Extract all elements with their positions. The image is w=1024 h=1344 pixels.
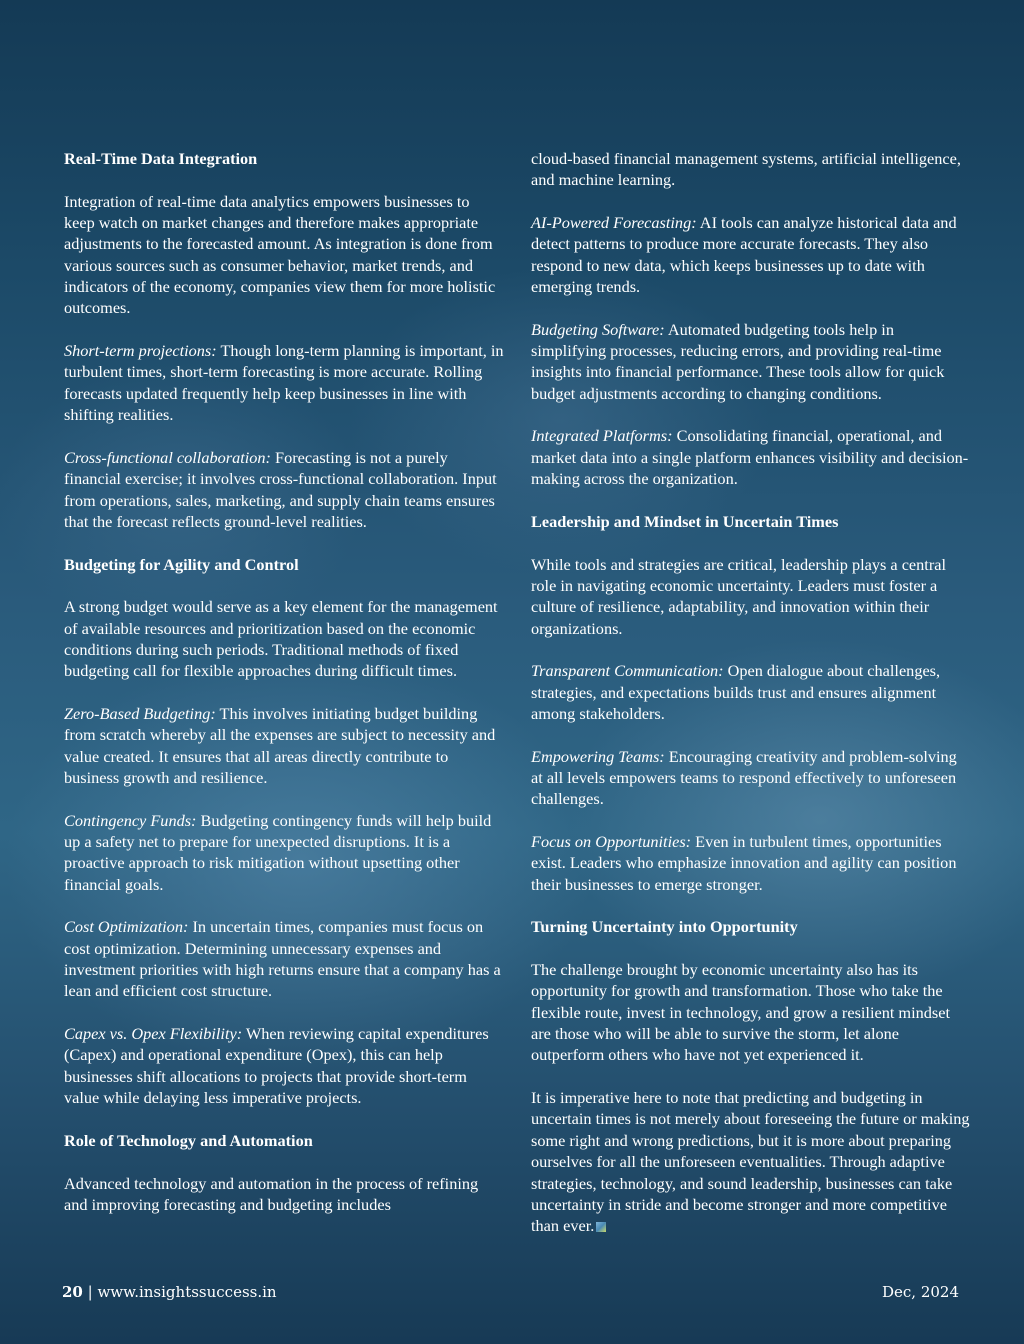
paragraph-capex-opex [64,1023,504,1108]
website-link[interactable]: www.insightssuccess.in [97,1283,277,1301]
article-end-icon [596,1222,606,1232]
paragraph-focus-opportunities [531,831,971,895]
heading-technology: Role of Technology and Automation [64,1130,313,1150]
lead-contingency: Contingency Funds: [64,810,197,830]
text-conclusion: It is imperative here to note that predicting and budgeting in uncertain times is not merely about foreseeing the future or making some right and wrong predictions, but it is more about preparing ourselves for all the unforeseen eventualities. Through adaptive strategies, technology, and sound leadership, businesses can take uncertainty in stride and become stronger and more competitive than ever. [531,1088,970,1236]
lead-cross-functional: Cross-functional collaboration: [64,447,271,467]
lead-zero-based: Zero-Based Budgeting: [64,703,216,723]
heading-realtime-data: Real-Time Data Integration [64,149,258,168]
paragraph-budgeting-software [531,319,971,404]
footer-left [62,1282,277,1302]
paragraph-realtime-data: Integration of real-time data analytics empowers businesses to keep watch on market changes and therefore makes appropriate adjustments to the forecasted amount. As integration is done from various sources such as consumer behavior, market trends, and indicators of the economy, companies view them for more holistic outcomes. [64,191,496,318]
text-short-term: Though long-term planning is important, in turbulent times, short-term forecasting is more accurate. Rolling forecasts updated frequently help keep businesses in line with shifting realities. [64,341,504,425]
paragraph-ai-forecasting [531,212,971,297]
page-number: 20 [62,1283,83,1301]
paragraph-technology: Advanced technology and automation in the process of refining and improving forecasting and budgeting includes [64,1173,479,1214]
paragraph-contingency [64,810,504,895]
heading-turning-uncertainty: Turning Uncertainty into Opportunity [531,917,798,937]
lead-capex-opex: Capex vs. Opex Flexibility: [64,1024,243,1044]
paragraph-transparent-communication [531,660,971,724]
lead-empowering-teams: Empowering Teams: [531,746,665,766]
text-contingency: Budgeting contingency funds will help build up a safety net to prepare for unexpected disruptions. It is a proactive approach to risk mitigation without upsetting other financial goals. [64,810,492,894]
lead-transparent-communication: Transparent Communication: [531,661,724,681]
text-transparent-communication: Open dialogue about challenges, strategies, and expectations builds trust and ensures alignment among stakeholders. [531,661,941,723]
paragraph-budgeting: A strong budget would serve as a key element for the management of available resources and prioritization based on the economic conditions during such periods. Traditional methods of fixed budgeting call for flexible approaches during difficult times. [64,597,498,681]
text-capex-opex: When reviewing capital expenditures (Capex) and operational expenditure (Opex), this can help businesses shift allocations to projects that provide short-term value while delaying less imperative projects. [64,1024,489,1108]
paragraph-short-term [64,340,504,425]
text-zero-based: This involves initiating budget building from scratch whereby all the expenses are subject to necessity and value created. It ensures that all areas directly contribute to business growth and resilience. [64,703,496,787]
lead-focus-opportunities: Focus on Opportunities: [531,832,692,851]
paragraph-conclusion [531,1087,971,1236]
paragraph-cross-functional [64,447,504,532]
left-column [64,148,504,1237]
text-ai-forecasting: AI tools can analyze historical data and detect patterns to produce more accurate forecasts. They also respond to new data, which keeps businesses up to date with emerging trends. [531,213,957,297]
lead-cost-optimization: Cost Optimization: [64,917,189,937]
lead-short-term: Short-term projections: [64,341,217,361]
right-column [531,148,971,1258]
paragraph-cost-optimization [64,916,504,1001]
paragraph-turning-uncertainty: The challenge brought by economic uncertainty also has its opportunity for growth and transformation. Those who take the flexible route, invest in technology, and grow a resilient mindset are those who will be able to survive the storm, let alone outperform others who have not yet experienced it. [531,960,950,1065]
lead-budgeting-software: Budgeting Software: [531,319,665,339]
paragraph-empowering-teams [531,746,971,810]
footer-date: Dec, 2024 [881,1283,959,1301]
paragraph-leadership: While tools and strategies are critical, leadership plays a central role in navigating economic uncertainty. Leaders must foster a culture of resilience, adaptability, and innovation within their organizations. [531,554,946,638]
text-focus-opportunities: Even in turbulent times, opportunities exist. Leaders who emphasize innovation and agility can position their businesses to emerge stronger. [531,832,957,894]
paragraph-integrated-platforms [531,425,971,489]
lead-integrated-platforms: Integrated Platforms: [531,426,673,446]
text-cross-functional: Forecasting is not a purely financial exercise; it involves cross-functional collaboration. Input from operations, sales, marketing, and supply chain teams ensures that the forecast reflects ground-level realities. [64,447,497,531]
text-integrated-platforms: Consolidating financial, operational, and market data into a single platform enhances visibility and decision-making across the organization. [531,426,969,489]
text-cost-optimization: In uncertain times, companies must focus on cost optimization. Determining unnecessary expenses and investment priorities with high returns ensure that a company has a lean and efficient cost structure. [64,917,501,1001]
text-empowering-teams: Encouraging creativity and problem-solving at all levels empowers teams to respond effectively to unforeseen challenges. [531,746,957,809]
text-budgeting-software: Automated budgeting tools help in simplifying processes, reducing errors, and providing real-time insights into financial performance. These tools allow for quick budget adjustments according to changing conditions. [531,319,945,403]
paragraph-technology-continued: cloud-based financial management systems, artificial intelligence, and machine learning. [531,149,961,190]
paragraph-zero-based [64,703,504,788]
heading-leadership: Leadership and Mindset in Uncertain Times [531,511,839,531]
footer-separator: | [82,1283,98,1301]
heading-budgeting: Budgeting for Agility and Control [64,554,299,574]
lead-ai-forecasting: AI-Powered Forecasting: [531,213,697,233]
